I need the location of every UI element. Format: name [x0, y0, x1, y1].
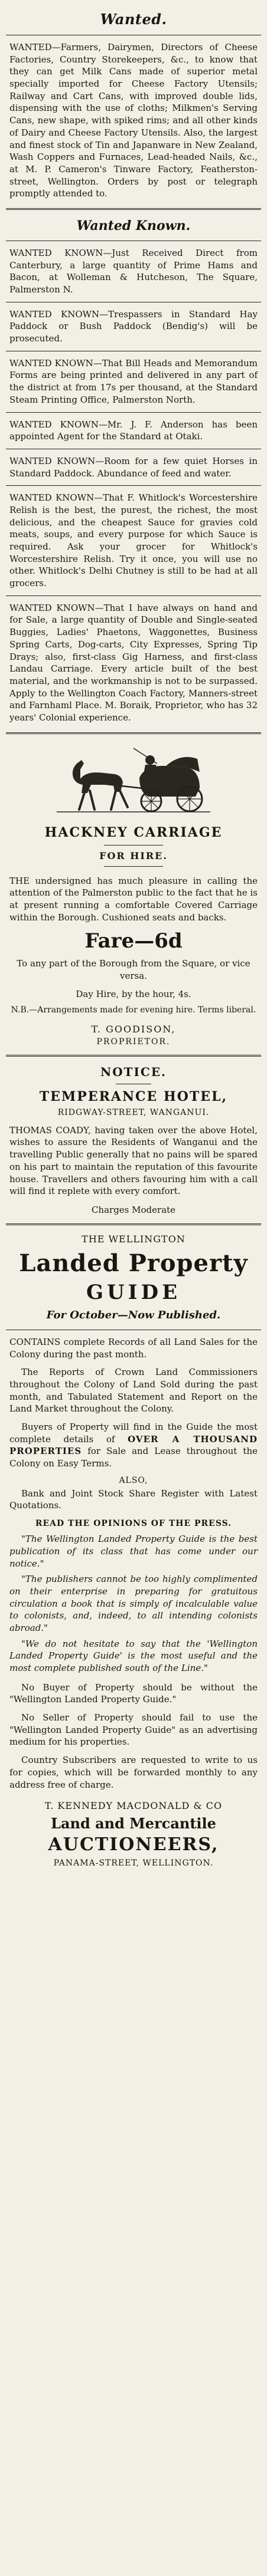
wanted-known-heading: Wanted Known. — [76, 218, 191, 233]
divider — [6, 732, 261, 734]
guide-p6: Country Subscribers are requested to write to us for copies, which will be forwarded monthly to any address free of charge. — [9, 1755, 258, 1790]
guide-kicker: THE WELLINGTON — [82, 1233, 185, 1245]
temperance-hotel-address: RIDGWAY-STREET, WANGANUI. — [57, 1107, 210, 1117]
press-heading: READ THE OPINIONS OF THE PRESS. — [35, 1519, 232, 1529]
divider — [6, 208, 261, 210]
guide-p3-text: Buyers of Property will find in the Guide the most complete details of — [9, 1422, 258, 1445]
guide-title-2: GUIDE — [86, 1280, 181, 1304]
guide-also: Bank and Joint Stock Share Register with Latest Quotations. — [9, 1488, 258, 1511]
guide-p3 — [6, 1421, 261, 1470]
newspaper-column — [6, 0, 261, 1868]
temperance-hotel-title: TEMPERANCE HOTEL, — [39, 1088, 228, 1104]
temperance-hotel-body: THOMAS COADY, having taken over the above Hotel, wishes to assure the Residents of Wanganui and the travelling Public generally that no pains will be spared on his part to maintain the reputation of this favourite house. Travellers and others favouring him with a call will find it replete with every comfort. — [9, 1124, 258, 1197]
wanted-known-ad-hams: WANTED KNOWN—Just Received Direct from Canterbury, a large quantity of Prime Hams and Bacon, at Wolleman & Hutcheson, The Square, Palmerston N. — [9, 247, 258, 295]
press-quote: "We do not hesitate to say that the 'Wellington Landed Property Guide' is the most useful and the most complete published south of the Line." — [9, 1638, 258, 1673]
guide-subhead: For October—Now Published. — [46, 1308, 221, 1321]
notice-heading: NOTICE. — [100, 1064, 167, 1079]
guide-p5: No Seller of Property should fail to use the "Wellington Landed Property Guide" as an advertising medium for his properties. — [9, 1712, 258, 1748]
proprietor-role: PROPRIETOR. — [96, 1037, 171, 1047]
press-quote: "The Wellington Landed Property Guide is the best publication of its class that has come under our notice." — [9, 1534, 258, 1569]
wanted-known-ad-agent: WANTED KNOWN—Mr. J. F. Anderson has been appointed Agent for the Standard at Otaki. — [9, 419, 258, 442]
hackney-nb: N.B.—Arrangements made for evening hire. Terms liberal. — [11, 1005, 256, 1015]
proprietor-name: T. GOODISON, — [91, 1023, 176, 1035]
firm-name: T. KENNEDY MACDONALD & CO — [44, 1800, 223, 1812]
firm-address: PANAMA-STREET, WELLINGTON. — [53, 1858, 214, 1868]
wanted-known-ad-buggies: WANTED KNOWN—That I have always on hand and for Sale, a large quantity of Double and Single-seated Buggies, Ladies' Phaetons, Waggonettes, Business Spring Carts, Dog-carts, City Expresses, Spring Tip Drays; also, first-class Gig Harness, and first-class Landau Carriage. Every article built of the best material, and the workmanship is not to be surpassed. Apply to the Wellington Coach Factory, Manners-street and Farnhaml Place. M. Boraik, Proprietor, who has 32 years' Colonial experience. — [9, 602, 258, 723]
guide-p4: No Buyer of Property should be without the "Wellington Landed Property Guide." — [9, 1682, 258, 1705]
wanted-known-ad-trespassers: WANTED KNOWN—Trespassers in Standard Hay Paddock or Bush Paddock (Bendig's) will be prosecuted. — [9, 308, 258, 344]
hackney-body: THE undersigned has much pleasure in calling the attention of the Palmerston public to the fact that he is at present running a comfortable Covered Carriage within the Borough. Cushioned seats and backs. — [9, 875, 258, 923]
divider — [6, 412, 261, 413]
guide-p3-highlight: OVER A THOUSAND PROPERTIES — [9, 1433, 258, 1457]
hackney-fare-detail: To any part of the Borough from the Square, or vice versa. — [17, 958, 250, 982]
press-quote: "The publishers cannot be too highly complimented on their enterprise in preparing for gratuitous circulation a book that is simply of incalculable value to colonists, and, indeed, to all intending colonists abroad." — [9, 1574, 258, 1633]
wanted-known-ad-bill-heads: WANTED KNOWN—That Bill Heads and Memorandum Forms are being printed and delivered in any part of the district at from 17s per thousand, at the Standard Steam Printing Office, Palmerston North. — [9, 357, 258, 405]
guide-also-label: ALSO, — [119, 1475, 148, 1485]
firm-sub: Land and Mercantile — [51, 1815, 216, 1833]
hackney-subtitle: FOR HIRE. — [99, 850, 168, 861]
guide-p1: CONTAINS complete Records of all Land Sales for the Colony during the past month. — [9, 1336, 258, 1360]
wanted-known-ad-relish: WANTED KNOWN—That F. Whitlock's Worcestershire Relish is the best, the purest, the richest, the most delicious, and the cheapest Sauce for gravies cold meats, soups, and every purpose for which Sauce is required. Ask your grocer for Whitlock's Worcestershire Relish. Try it once, you will use no other. Whitlock's Delhi Chutney is still to be had at all grocers. — [9, 492, 258, 589]
carriage-illustration — [45, 742, 222, 819]
charges-note: Charges Moderate — [91, 1204, 176, 1215]
hackney-fare: Fare—6d — [84, 929, 183, 953]
wanted-ad-milk-cans: WANTED—Farmers, Dairymen, Directors of Cheese Factories, Country Storekeepers, &c., to know that they can get Milk Cans made of superior metal specially imported for Cheese Factory Utensils; Railway and Cart Cans, with improved double lids, dispensing with the use of cloths; Milkmen's Serving Cans, new shape, with spiked rims; and all other kinds of Dairy and Cheese Factory Utensils. Also, the largest and finest stock of Tin and Japanware in New Zealand, Wash Coppers and Furnaces, Lead-headed Nails, &c., at M. P. Cameron's Tinware Factory, Featherston-street, Wellington. Orders by post or telegraph promptly attended to. — [9, 42, 258, 199]
wanted-heading: Wanted. — [100, 11, 167, 28]
divider — [6, 1223, 261, 1225]
guide-title: Landed Property — [19, 1249, 248, 1277]
firm-title: AUCTIONEERS, — [48, 1834, 219, 1855]
hackney-title: HACKNEY CARRIAGE — [44, 824, 223, 840]
guide-p2: The Reports of Crown Land Commissioners throughout the Colony of Land Sold during the past month, and Tabulated Statement and Report on the Land Market throughout the Colony. — [9, 1367, 258, 1414]
guide-p3-tail: for Sale and Lease throughout the Colony on Easy Terms. — [9, 1446, 258, 1469]
divider — [6, 1055, 261, 1057]
hackney-day-hire: Day Hire, by the hour, 4s. — [76, 988, 191, 999]
divider — [104, 866, 163, 867]
divider — [6, 485, 261, 486]
wanted-known-ad-horses: WANTED KNOWN—Room for a few quiet Horses in Standard Paddock. Abundance of feed and water. — [9, 455, 258, 479]
